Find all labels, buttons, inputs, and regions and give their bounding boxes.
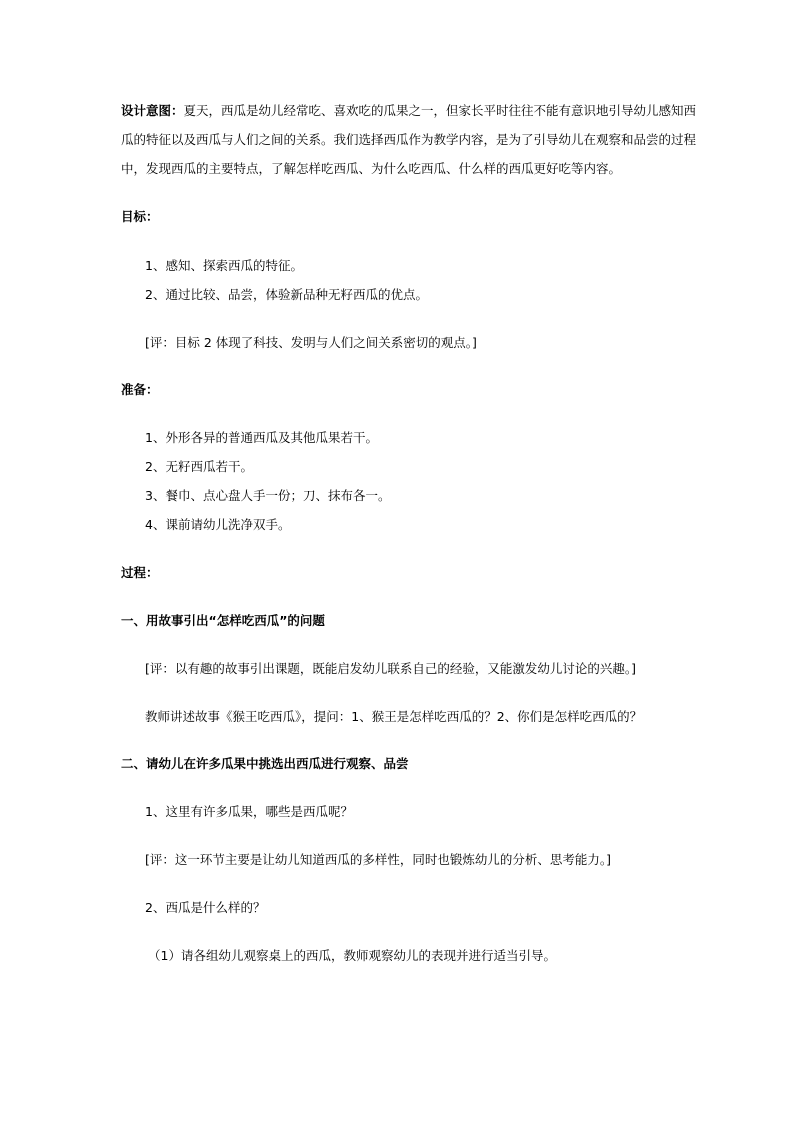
intent-line-2: 瓜的特征以及西瓜与人们之间的关系。我们选择西瓜作为教学内容，是为了引导幼儿在观察和品尝的过程	[121, 132, 697, 147]
goals-heading: 目标：	[121, 209, 159, 224]
step1-title: 一、用故事引出“怎样吃西瓜”的问题	[121, 613, 325, 628]
intent-line-3: 中，发现西瓜的主要特点，了解怎样吃西瓜、为什么吃西瓜、什么样的西瓜更好吃等内容。	[121, 161, 622, 176]
intent-line-1	[121, 96, 697, 125]
intent-label: 设计意图：	[121, 103, 184, 118]
step1-text: 教师讲述故事《猴王吃西瓜》，提问：1、猴王是怎样吃西瓜的？2、你们是怎样吃西瓜的？	[145, 709, 643, 724]
prep-item-4: 4、课前请幼儿洗净双手。	[145, 517, 291, 532]
goals-comment: [评：目标 2 体现了科技、发明与人们之间关系密切的观点。]	[145, 335, 477, 350]
prep-item-3: 3、餐巾、点心盘人手一份；刀、抹布各一。	[145, 488, 391, 503]
process-heading: 过程：	[121, 565, 159, 580]
step2-question-2: 2、西瓜是什么样的？	[145, 900, 266, 915]
step2-title: 二、请幼儿在许多瓜果中挑选出西瓜进行观察、品尝	[121, 756, 409, 771]
goal-item-2: 2、通过比较、品尝，体验新品种无籽西瓜的优点。	[145, 287, 428, 302]
step2-sub-1: （1）请各组幼儿观察桌上的西瓜，教师观察幼儿的表现并进行适当引导。	[148, 948, 556, 963]
prep-heading: 准备：	[121, 382, 159, 397]
goal-item-1: 1、感知、探索西瓜的特征。	[145, 258, 303, 273]
step2-comment: [评：这一环节主要是让幼儿知道西瓜的多样性，同时也锻炼幼儿的分析、思考能力。]	[145, 852, 612, 867]
prep-item-1: 1、外形各异的普通西瓜及其他瓜果若干。	[145, 430, 378, 445]
step1-comment: [评：以有趣的故事引出课题，既能启发幼儿联系自己的经验，又能激发幼儿讨论的兴趣。]	[145, 661, 637, 676]
prep-item-2: 2、无籽西瓜若干。	[145, 459, 253, 474]
intent-text-1: 夏天，西瓜是幼儿经常吃、喜欢吃的瓜果之一，但家长平时往往不能有意识地引导幼儿感知西	[183, 103, 697, 118]
step2-question-1: 1、这里有许多瓜果，哪些是西瓜呢？	[145, 804, 353, 819]
